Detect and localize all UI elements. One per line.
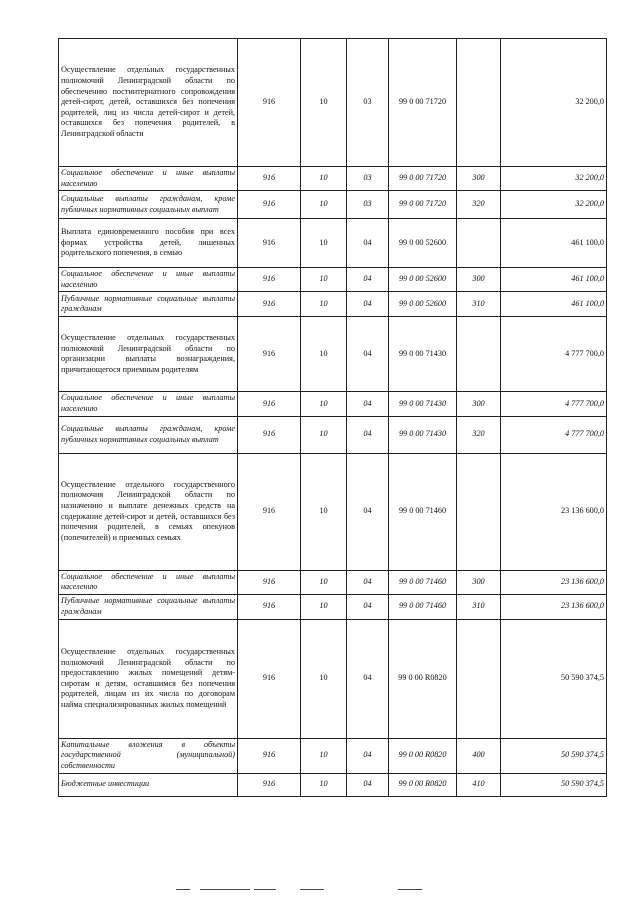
row-subsection: 04 (347, 219, 389, 268)
row-amount: 461 100,0 (501, 268, 607, 292)
row-expense-type: 320 (457, 191, 501, 219)
footer-mark (398, 889, 422, 890)
row-target-article: 99 0 00 71720 (389, 191, 457, 219)
row-grbs: 916 (238, 392, 301, 416)
row-expense-type: 310 (457, 594, 501, 619)
row-name: Социальные выплаты гражданам, кроме публичных нормативных социальных выплат (59, 416, 238, 453)
row-amount: 32 200,0 (501, 191, 607, 219)
row-target-article: 99 0 00 71430 (389, 317, 457, 392)
row-grbs: 916 (238, 738, 301, 773)
row-name: Публичные нормативные социальные выплаты гражданам (59, 292, 238, 317)
row-expense-type: 300 (457, 268, 501, 292)
row-grbs: 916 (238, 292, 301, 317)
row-grbs: 916 (238, 191, 301, 219)
row-expense-type: 300 (457, 570, 501, 594)
row-grbs: 916 (238, 570, 301, 594)
budget-table (58, 38, 607, 797)
row-target-article: 99 0 00 71460 (389, 570, 457, 594)
row-expense-type: 400 (457, 738, 501, 773)
row-section: 10 (301, 594, 347, 619)
row-subsection: 04 (347, 773, 389, 796)
row-expense-type: 310 (457, 292, 501, 317)
row-target-article: 99 0 00 71460 (389, 453, 457, 570)
row-target-article: 99 0 00 71460 (389, 594, 457, 619)
row-name: Социальное обеспечение и иные выплаты населению (59, 268, 238, 292)
row-subsection: 04 (347, 738, 389, 773)
row-amount: 50 590 374,5 (501, 619, 607, 738)
row-section: 10 (301, 392, 347, 416)
row-name: Капитальные вложения в объекты государственной (муниципальной) собственности (59, 738, 238, 773)
table-row (59, 39, 607, 167)
row-name: Осуществление отдельных государственных полномочий Ленинградской области по обеспечению постинтернатного сопровождения детей-сирот, детей, оставшихся без попечения родителей, лиц из числа детей-сирот и детей, оставшихся без попечения родителей, в Ленинградской области (59, 39, 238, 167)
row-name: Социальное обеспечение и иные выплаты населению (59, 167, 238, 191)
row-amount: 23 136 600,0 (501, 453, 607, 570)
row-grbs: 916 (238, 594, 301, 619)
footer-mark (254, 889, 276, 890)
row-subsection: 04 (347, 268, 389, 292)
row-target-article: 99 0 00 71720 (389, 167, 457, 191)
row-subsection: 03 (347, 39, 389, 167)
row-target-article: 99 0 00 71430 (389, 416, 457, 453)
row-grbs: 916 (238, 453, 301, 570)
row-name: Осуществление отдельного государственного полномочия Ленинградской области по назначению и выплате денежных средств на содержание детей-сирот и детей, оставшихся без попечения родителей, в семьях опекунов (попечителей) и приемных семьях (59, 453, 238, 570)
row-section: 10 (301, 619, 347, 738)
row-amount: 461 100,0 (501, 292, 607, 317)
row-section: 10 (301, 268, 347, 292)
table-row (59, 594, 607, 619)
row-subsection: 03 (347, 167, 389, 191)
row-amount: 23 136 600,0 (501, 570, 607, 594)
row-section: 10 (301, 317, 347, 392)
row-section: 10 (301, 191, 347, 219)
row-expense-type (457, 619, 501, 738)
row-name: Социальное обеспечение и иные выплаты населению (59, 570, 238, 594)
table-row (59, 570, 607, 594)
row-name: Осуществление отдельных государственных полномочий Ленинградской области по предоставлению жилых помещений детям-сиротам и детям, оставшимся без попечения родителей, лицам из их числа по договорам найма специализированных жилых помещений (59, 619, 238, 738)
row-amount: 50 590 374,5 (501, 738, 607, 773)
row-target-article: 99 0 00 R0820 (389, 773, 457, 796)
row-target-article: 99 0 00 71430 (389, 392, 457, 416)
row-amount: 461 100,0 (501, 219, 607, 268)
row-amount: 4 777 700,0 (501, 416, 607, 453)
row-section: 10 (301, 292, 347, 317)
table-row (59, 773, 607, 796)
row-grbs: 916 (238, 268, 301, 292)
row-amount: 23 136 600,0 (501, 594, 607, 619)
row-section: 10 (301, 570, 347, 594)
row-subsection: 04 (347, 292, 389, 317)
table-row (59, 292, 607, 317)
row-expense-type (457, 453, 501, 570)
row-section: 10 (301, 453, 347, 570)
row-target-article: 99 0 00 52600 (389, 292, 457, 317)
row-name: Социальное обеспечение и иные выплаты населению (59, 392, 238, 416)
table-row (59, 167, 607, 191)
row-grbs: 916 (238, 773, 301, 796)
row-grbs: 916 (238, 39, 301, 167)
row-expense-type: 410 (457, 773, 501, 796)
row-subsection: 04 (347, 570, 389, 594)
row-name: Бюджетные инвестиции (59, 773, 238, 796)
row-expense-type (457, 317, 501, 392)
row-subsection: 04 (347, 392, 389, 416)
row-section: 10 (301, 738, 347, 773)
row-section: 10 (301, 416, 347, 453)
table-row (59, 317, 607, 392)
footer-mark (300, 889, 324, 890)
row-target-article: 99 0 00 52600 (389, 268, 457, 292)
row-subsection: 04 (347, 594, 389, 619)
row-subsection: 04 (347, 416, 389, 453)
row-grbs: 916 (238, 167, 301, 191)
row-subsection: 04 (347, 317, 389, 392)
row-expense-type: 300 (457, 167, 501, 191)
row-target-article: 99 0 00 52600 (389, 219, 457, 268)
table-row (59, 416, 607, 453)
row-expense-type (457, 39, 501, 167)
row-grbs: 916 (238, 219, 301, 268)
row-amount: 32 200,0 (501, 39, 607, 167)
row-name: Выплата единовременного пособия при всех формах устройства детей, лишенных родительского попечения, в семью (59, 219, 238, 268)
table-row (59, 619, 607, 738)
row-expense-type (457, 219, 501, 268)
row-name: Публичные нормативные социальные выплаты гражданам (59, 594, 238, 619)
row-grbs: 916 (238, 619, 301, 738)
table-row (59, 392, 607, 416)
row-grbs: 916 (238, 317, 301, 392)
row-amount: 4 777 700,0 (501, 317, 607, 392)
row-grbs: 916 (238, 416, 301, 453)
row-section: 10 (301, 219, 347, 268)
budget-table-body (59, 39, 607, 797)
row-target-article: 99 0 00 R0820 (389, 738, 457, 773)
table-row (59, 738, 607, 773)
row-section: 10 (301, 39, 347, 167)
row-section: 10 (301, 167, 347, 191)
row-amount: 32 200,0 (501, 167, 607, 191)
row-section: 10 (301, 773, 347, 796)
row-amount: 4 777 700,0 (501, 392, 607, 416)
row-target-article: 99 0 00 71720 (389, 39, 457, 167)
footer-mark (176, 889, 190, 890)
row-name: Осуществление отдельных государственных полномочий Ленинградской области по организации выплаты вознаграждения, причитающегося приемным родителям (59, 317, 238, 392)
row-amount: 50 590 374,5 (501, 773, 607, 796)
row-expense-type: 300 (457, 392, 501, 416)
row-target-article: 99 0 00 R0820 (389, 619, 457, 738)
row-name: Социальные выплаты гражданам, кроме публичных нормативных социальных выплат (59, 191, 238, 219)
row-expense-type: 320 (457, 416, 501, 453)
table-row (59, 453, 607, 570)
row-subsection: 04 (347, 453, 389, 570)
table-row (59, 219, 607, 268)
row-subsection: 04 (347, 619, 389, 738)
row-subsection: 03 (347, 191, 389, 219)
table-row (59, 191, 607, 219)
table-row (59, 268, 607, 292)
footer-mark (200, 889, 250, 890)
